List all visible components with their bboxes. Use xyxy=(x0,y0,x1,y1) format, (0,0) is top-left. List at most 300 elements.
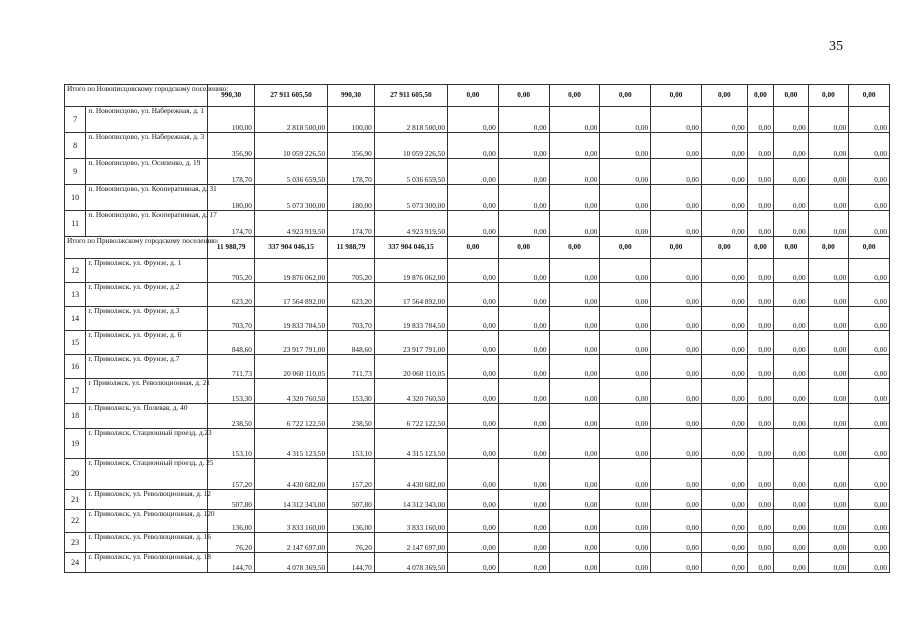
total-cell: 0,00 xyxy=(600,237,651,259)
table-row xyxy=(65,490,890,510)
value-cell: 0,00 xyxy=(747,404,773,429)
value-cell: 0,00 xyxy=(447,211,498,237)
value-cell: 136,00 xyxy=(328,510,375,533)
value-cell: 0,00 xyxy=(774,510,809,533)
value-cell: 0,00 xyxy=(549,331,600,355)
value-cell: 0,00 xyxy=(747,331,773,355)
total-cell: 11 988,79 xyxy=(328,237,375,259)
value-cell: 0,00 xyxy=(774,553,809,573)
value-cell: 0,00 xyxy=(447,107,498,133)
value-cell: 0,00 xyxy=(498,331,549,355)
total-cell: 337 904 046,15 xyxy=(374,237,447,259)
value-cell: 0,00 xyxy=(498,211,549,237)
row-number: 12 xyxy=(65,259,86,283)
table-row xyxy=(65,185,890,211)
total-cell: 0,00 xyxy=(600,85,651,107)
value-cell: 0,00 xyxy=(498,133,549,159)
value-cell: 0,00 xyxy=(600,355,651,379)
table-row xyxy=(65,355,890,379)
value-cell: 180,00 xyxy=(328,185,375,211)
value-cell: 0,00 xyxy=(498,259,549,283)
value-cell: 0,00 xyxy=(849,355,890,379)
value-cell: 0,00 xyxy=(849,159,890,185)
value-cell: 6 722 122,50 xyxy=(374,404,447,429)
value-cell: 0,00 xyxy=(651,355,702,379)
value-cell: 0,00 xyxy=(701,533,747,553)
value-cell: 0,00 xyxy=(808,107,849,133)
value-cell: 0,00 xyxy=(447,510,498,533)
value-cell: 0,00 xyxy=(498,107,549,133)
value-cell: 0,00 xyxy=(774,355,809,379)
value-cell: 0,00 xyxy=(849,107,890,133)
table-body xyxy=(65,85,890,573)
value-cell: 0,00 xyxy=(447,331,498,355)
value-cell: 178,70 xyxy=(328,159,375,185)
value-cell: 0,00 xyxy=(747,133,773,159)
value-cell: 356,90 xyxy=(208,133,255,159)
row-number: 14 xyxy=(65,307,86,331)
value-cell: 0,00 xyxy=(600,379,651,404)
row-address: п. Новописцово, ул. Осипенко, д. 19 xyxy=(86,159,208,185)
value-cell: 174,70 xyxy=(208,211,255,237)
table-row xyxy=(65,404,890,429)
value-cell: 0,00 xyxy=(447,283,498,307)
total-cell: 0,00 xyxy=(651,85,702,107)
value-cell: 0,00 xyxy=(774,133,809,159)
value-cell: 703,70 xyxy=(208,307,255,331)
value-cell: 0,00 xyxy=(808,259,849,283)
value-cell: 0,00 xyxy=(701,510,747,533)
value-cell: 0,00 xyxy=(849,211,890,237)
value-cell: 0,00 xyxy=(600,490,651,510)
value-cell: 153,10 xyxy=(328,429,375,459)
value-cell: 0,00 xyxy=(549,307,600,331)
value-cell: 4 430 682,00 xyxy=(374,459,447,490)
value-cell: 0,00 xyxy=(701,404,747,429)
value-cell: 0,00 xyxy=(701,331,747,355)
value-cell: 0,00 xyxy=(808,379,849,404)
table-row xyxy=(65,107,890,133)
value-cell: 19 833 784,50 xyxy=(374,307,447,331)
value-cell: 0,00 xyxy=(808,553,849,573)
value-cell: 0,00 xyxy=(498,283,549,307)
value-cell: 238,50 xyxy=(208,404,255,429)
value-cell: 0,00 xyxy=(651,510,702,533)
value-cell: 848,60 xyxy=(208,331,255,355)
value-cell: 848,60 xyxy=(328,331,375,355)
table-row xyxy=(65,133,890,159)
total-cell: 0,00 xyxy=(549,85,600,107)
total-cell: 0,00 xyxy=(498,237,549,259)
value-cell: 0,00 xyxy=(808,510,849,533)
value-cell: 100,00 xyxy=(328,107,375,133)
row-address: г. Приволжск, ул. Фрунзе, д. 1 xyxy=(86,259,208,283)
row-address: п. Новописцово, ул. Набережная, д. 3 xyxy=(86,133,208,159)
total-cell: 990,30 xyxy=(328,85,375,107)
total-cell: 27 911 605,50 xyxy=(254,85,327,107)
total-cell: 0,00 xyxy=(747,237,773,259)
value-cell: 0,00 xyxy=(701,133,747,159)
value-cell: 0,00 xyxy=(498,510,549,533)
value-cell: 4 923 919,50 xyxy=(254,211,327,237)
value-cell: 23 917 791,00 xyxy=(374,331,447,355)
value-cell: 0,00 xyxy=(549,355,600,379)
row-number: 22 xyxy=(65,510,86,533)
value-cell: 0,00 xyxy=(447,379,498,404)
value-cell: 0,00 xyxy=(447,185,498,211)
value-cell: 5 073 300,00 xyxy=(254,185,327,211)
value-cell: 0,00 xyxy=(549,133,600,159)
value-cell: 0,00 xyxy=(549,533,600,553)
page-number: 35 xyxy=(829,39,843,54)
table-row xyxy=(65,533,890,553)
value-cell: 0,00 xyxy=(808,307,849,331)
value-cell: 0,00 xyxy=(774,259,809,283)
value-cell: 19 833 784,50 xyxy=(254,307,327,331)
value-cell: 623,20 xyxy=(208,283,255,307)
value-cell: 100,00 xyxy=(208,107,255,133)
row-number: 11 xyxy=(65,211,86,237)
value-cell: 0,00 xyxy=(701,307,747,331)
value-cell: 0,00 xyxy=(747,355,773,379)
value-cell: 0,00 xyxy=(808,533,849,553)
value-cell: 0,00 xyxy=(651,307,702,331)
value-cell: 2 818 500,00 xyxy=(374,107,447,133)
value-cell: 0,00 xyxy=(849,331,890,355)
value-cell: 0,00 xyxy=(849,553,890,573)
total-cell: 0,00 xyxy=(808,85,849,107)
value-cell: 0,00 xyxy=(600,331,651,355)
total-cell: 0,00 xyxy=(774,237,809,259)
value-cell: 0,00 xyxy=(808,490,849,510)
value-cell: 0,00 xyxy=(498,553,549,573)
value-cell: 76,20 xyxy=(208,533,255,553)
row-number: 13 xyxy=(65,283,86,307)
row-number: 21 xyxy=(65,490,86,510)
value-cell: 0,00 xyxy=(774,307,809,331)
value-cell: 0,00 xyxy=(774,379,809,404)
row-address: г. Приволжск, ул. Полевая, д. 40 xyxy=(86,404,208,429)
value-cell: 0,00 xyxy=(549,159,600,185)
value-cell: 0,00 xyxy=(600,211,651,237)
value-cell: 0,00 xyxy=(600,510,651,533)
value-cell: 0,00 xyxy=(498,429,549,459)
value-cell: 0,00 xyxy=(808,211,849,237)
value-cell: 0,00 xyxy=(600,553,651,573)
value-cell: 17 564 892,00 xyxy=(254,283,327,307)
value-cell: 0,00 xyxy=(747,283,773,307)
value-cell: 0,00 xyxy=(747,459,773,490)
value-cell: 0,00 xyxy=(549,510,600,533)
total-cell: 27 911 605,50 xyxy=(374,85,447,107)
table-row xyxy=(65,510,890,533)
value-cell: 10 059 226,50 xyxy=(254,133,327,159)
value-cell: 0,00 xyxy=(447,355,498,379)
value-cell: 0,00 xyxy=(651,404,702,429)
value-cell: 0,00 xyxy=(498,459,549,490)
row-number: 9 xyxy=(65,159,86,185)
row-number: 8 xyxy=(65,133,86,159)
value-cell: 705,20 xyxy=(328,259,375,283)
value-cell: 0,00 xyxy=(774,211,809,237)
value-cell: 5 036 659,50 xyxy=(254,159,327,185)
total-cell: 0,00 xyxy=(447,85,498,107)
value-cell: 0,00 xyxy=(651,379,702,404)
value-cell: 0,00 xyxy=(849,133,890,159)
value-cell: 0,00 xyxy=(600,429,651,459)
value-cell: 711,73 xyxy=(208,355,255,379)
value-cell: 0,00 xyxy=(600,259,651,283)
value-cell: 17 564 892,00 xyxy=(374,283,447,307)
value-cell: 0,00 xyxy=(549,107,600,133)
value-cell: 4 430 682,00 xyxy=(254,459,327,490)
value-cell: 0,00 xyxy=(774,185,809,211)
value-cell: 153,10 xyxy=(208,429,255,459)
value-cell: 0,00 xyxy=(447,429,498,459)
value-cell: 3 833 160,00 xyxy=(374,510,447,533)
value-cell: 623,20 xyxy=(328,283,375,307)
value-cell: 4 315 123,50 xyxy=(374,429,447,459)
value-cell: 0,00 xyxy=(747,307,773,331)
value-cell: 0,00 xyxy=(651,159,702,185)
value-cell: 178,70 xyxy=(208,159,255,185)
value-cell: 0,00 xyxy=(808,185,849,211)
row-address: г. Приволжск, ул. Фрунзе, д.7 xyxy=(86,355,208,379)
value-cell: 157,20 xyxy=(328,459,375,490)
value-cell: 20 060 110,05 xyxy=(254,355,327,379)
value-cell: 0,00 xyxy=(600,307,651,331)
value-cell: 4 078 369,50 xyxy=(254,553,327,573)
value-cell: 0,00 xyxy=(747,429,773,459)
value-cell: 153,30 xyxy=(208,379,255,404)
total-cell: 990,30 xyxy=(208,85,255,107)
row-address: г. Приволжск, ул. Революционная, д. 18 xyxy=(86,553,208,573)
value-cell: 0,00 xyxy=(600,459,651,490)
total-row-privolzhsk xyxy=(65,237,890,259)
value-cell: 0,00 xyxy=(651,331,702,355)
value-cell: 0,00 xyxy=(849,429,890,459)
total-label: Итого по Приволжскому городскому поселению: xyxy=(65,237,208,259)
value-cell: 0,00 xyxy=(701,459,747,490)
total-cell: 0,00 xyxy=(747,85,773,107)
value-cell: 0,00 xyxy=(808,133,849,159)
value-cell: 2 147 697,00 xyxy=(254,533,327,553)
value-cell: 0,00 xyxy=(747,211,773,237)
value-cell: 0,00 xyxy=(498,490,549,510)
value-cell: 157,20 xyxy=(208,459,255,490)
value-cell: 5 036 659,50 xyxy=(374,159,447,185)
value-cell: 0,00 xyxy=(600,185,651,211)
value-cell: 0,00 xyxy=(849,459,890,490)
total-cell: 0,00 xyxy=(849,85,890,107)
table-row xyxy=(65,331,890,355)
value-cell: 0,00 xyxy=(774,107,809,133)
total-cell: 0,00 xyxy=(498,85,549,107)
value-cell: 0,00 xyxy=(651,185,702,211)
value-cell: 0,00 xyxy=(651,533,702,553)
table-row xyxy=(65,379,890,404)
value-cell: 0,00 xyxy=(549,379,600,404)
value-cell: 0,00 xyxy=(774,331,809,355)
row-address: г. Приволжск, ул. Революционная, д. 12 xyxy=(86,490,208,510)
value-cell: 0,00 xyxy=(701,355,747,379)
value-cell: 711,73 xyxy=(328,355,375,379)
value-cell: 507,80 xyxy=(328,490,375,510)
value-cell: 0,00 xyxy=(808,459,849,490)
value-cell: 0,00 xyxy=(651,459,702,490)
value-cell: 76,20 xyxy=(328,533,375,553)
value-cell: 0,00 xyxy=(774,533,809,553)
value-cell: 0,00 xyxy=(747,379,773,404)
total-cell: 0,00 xyxy=(774,85,809,107)
value-cell: 19 876 062,00 xyxy=(254,259,327,283)
value-cell: 0,00 xyxy=(774,159,809,185)
value-cell: 0,00 xyxy=(549,429,600,459)
table-row xyxy=(65,283,890,307)
value-cell: 0,00 xyxy=(447,553,498,573)
row-address: г Приволжск, ул. Революционная, д. 21 xyxy=(86,379,208,404)
value-cell: 0,00 xyxy=(498,379,549,404)
value-cell: 0,00 xyxy=(549,283,600,307)
value-cell: 144,70 xyxy=(208,553,255,573)
table-row xyxy=(65,259,890,283)
value-cell: 0,00 xyxy=(849,185,890,211)
value-cell: 0,00 xyxy=(651,107,702,133)
value-cell: 3 833 160,00 xyxy=(254,510,327,533)
value-cell: 0,00 xyxy=(600,533,651,553)
row-number: 17 xyxy=(65,379,86,404)
value-cell: 144,70 xyxy=(328,553,375,573)
row-number: 19 xyxy=(65,429,86,459)
value-cell: 0,00 xyxy=(498,404,549,429)
value-cell: 0,00 xyxy=(849,490,890,510)
table-row xyxy=(65,159,890,185)
housing-cost-table xyxy=(64,84,890,573)
total-cell: 0,00 xyxy=(808,237,849,259)
total-cell: 0,00 xyxy=(701,85,747,107)
value-cell: 0,00 xyxy=(747,159,773,185)
value-cell: 0,00 xyxy=(447,490,498,510)
value-cell: 0,00 xyxy=(549,490,600,510)
value-cell: 0,00 xyxy=(808,159,849,185)
value-cell: 0,00 xyxy=(600,404,651,429)
value-cell: 0,00 xyxy=(701,185,747,211)
value-cell: 0,00 xyxy=(549,211,600,237)
value-cell: 0,00 xyxy=(447,159,498,185)
value-cell: 705,20 xyxy=(208,259,255,283)
value-cell: 0,00 xyxy=(701,211,747,237)
total-row-novopistsovo xyxy=(65,85,890,107)
value-cell: 0,00 xyxy=(808,331,849,355)
value-cell: 0,00 xyxy=(774,429,809,459)
value-cell: 0,00 xyxy=(498,159,549,185)
value-cell: 19 876 062,00 xyxy=(374,259,447,283)
value-cell: 0,00 xyxy=(651,259,702,283)
value-cell: 0,00 xyxy=(849,307,890,331)
row-address: г. Приволжск, ул. Фрунзе, д. 6 xyxy=(86,331,208,355)
value-cell: 174,70 xyxy=(328,211,375,237)
table-row xyxy=(65,211,890,237)
value-cell: 0,00 xyxy=(808,404,849,429)
value-cell: 0,00 xyxy=(549,259,600,283)
value-cell: 0,00 xyxy=(651,283,702,307)
row-number: 10 xyxy=(65,185,86,211)
value-cell: 0,00 xyxy=(651,133,702,159)
value-cell: 0,00 xyxy=(600,283,651,307)
value-cell: 507,80 xyxy=(208,490,255,510)
value-cell: 0,00 xyxy=(774,404,809,429)
value-cell: 0,00 xyxy=(447,404,498,429)
value-cell: 4 923 919,50 xyxy=(374,211,447,237)
row-address: г. Приволжск, Стационный проезд, д. 25 xyxy=(86,459,208,490)
value-cell: 0,00 xyxy=(849,533,890,553)
table-row xyxy=(65,459,890,490)
value-cell: 0,00 xyxy=(600,133,651,159)
value-cell: 0,00 xyxy=(549,185,600,211)
value-cell: 0,00 xyxy=(747,510,773,533)
row-number: 7 xyxy=(65,107,86,133)
value-cell: 4 078 369,50 xyxy=(374,553,447,573)
value-cell: 0,00 xyxy=(849,510,890,533)
value-cell: 356,90 xyxy=(328,133,375,159)
value-cell: 10 059 226,50 xyxy=(374,133,447,159)
value-cell: 0,00 xyxy=(447,259,498,283)
value-cell: 0,00 xyxy=(701,379,747,404)
total-cell: 0,00 xyxy=(549,237,600,259)
value-cell: 0,00 xyxy=(651,553,702,573)
value-cell: 0,00 xyxy=(549,404,600,429)
value-cell: 0,00 xyxy=(774,283,809,307)
value-cell: 0,00 xyxy=(849,259,890,283)
value-cell: 0,00 xyxy=(701,429,747,459)
value-cell: 0,00 xyxy=(701,283,747,307)
table-row xyxy=(65,307,890,331)
value-cell: 0,00 xyxy=(747,490,773,510)
row-number: 16 xyxy=(65,355,86,379)
value-cell: 0,00 xyxy=(701,553,747,573)
value-cell: 238,50 xyxy=(328,404,375,429)
value-cell: 4 320 760,50 xyxy=(254,379,327,404)
value-cell: 0,00 xyxy=(651,211,702,237)
value-cell: 0,00 xyxy=(808,355,849,379)
value-cell: 0,00 xyxy=(447,533,498,553)
value-cell: 2 818 500,00 xyxy=(254,107,327,133)
value-cell: 14 312 343,00 xyxy=(254,490,327,510)
value-cell: 4 315 123,50 xyxy=(254,429,327,459)
value-cell: 0,00 xyxy=(774,459,809,490)
value-cell: 0,00 xyxy=(808,429,849,459)
total-cell: 0,00 xyxy=(447,237,498,259)
value-cell: 0,00 xyxy=(701,107,747,133)
row-address: г. Приволжск, ул. Революционная, д. 120 xyxy=(86,510,208,533)
value-cell: 0,00 xyxy=(651,490,702,510)
row-address: п. Новописцово, ул. Набережная, д. 1 xyxy=(86,107,208,133)
row-number: 20 xyxy=(65,459,86,490)
total-cell: 0,00 xyxy=(651,237,702,259)
table-row xyxy=(65,553,890,573)
value-cell: 180,00 xyxy=(208,185,255,211)
value-cell: 0,00 xyxy=(447,307,498,331)
row-address: п. Новописцово, ул. Кооперативная, д. 17 xyxy=(86,211,208,237)
value-cell: 0,00 xyxy=(774,490,809,510)
row-address: г. Приволжск, Стационный проезд, д.23 xyxy=(86,429,208,459)
value-cell: 0,00 xyxy=(701,490,747,510)
value-cell: 2 147 697,00 xyxy=(374,533,447,553)
value-cell: 0,00 xyxy=(600,107,651,133)
total-cell: 0,00 xyxy=(849,237,890,259)
value-cell: 0,00 xyxy=(701,259,747,283)
value-cell: 5 073 300,00 xyxy=(374,185,447,211)
